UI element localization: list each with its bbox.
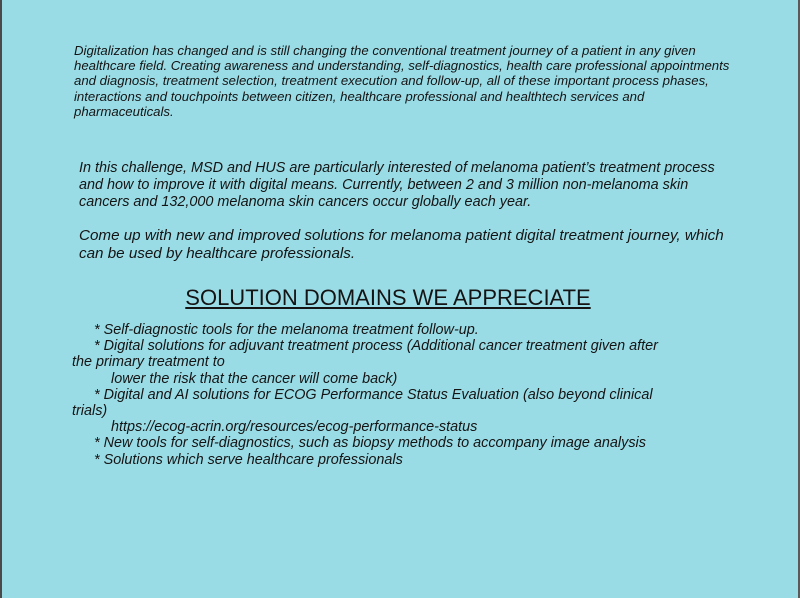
list-item-continuation: trials) <box>72 403 108 420</box>
list-item: * Digital and AI solutions for ECOG Performance Status Evaluation (also beyond clinical <box>94 386 653 403</box>
ecog-link-text: https://ecog-acrin.org/resources/ecog-performance-status <box>111 419 478 436</box>
list-item: * Solutions which serve healthcare professionals <box>94 451 403 468</box>
call-to-action-paragraph: Come up with new and improved solutions for melanoma patient digital treatment journey, which can be used by healthcare professionals. <box>79 227 724 262</box>
list-item-continuation: lower the risk that the cancer will come back) <box>111 370 398 387</box>
intro-paragraph: Digitalization has changed and is still changing the conventional treatment journey of a patient in any given healthcare field. Creating awareness and understanding, self-diagnostics, health care professional appointments and diagnosis, treatment selection, treatment execution and follow-up, all of these important process phases, interactions and touchpoints between citizen, healthcare professional and healthtech services and pharmaceuticals. <box>74 43 730 119</box>
list-item-continuation: the primary treatment to <box>72 354 225 371</box>
list-item: * Digital solutions for adjuvant treatment process (Additional cancer treatment given after <box>94 338 658 355</box>
solution-domains-list <box>72 322 752 468</box>
solution-domains-heading: SOLUTION DOMAINS WE APPRECIATE <box>185 285 591 310</box>
list-item: * New tools for self-diagnostics, such as biopsy methods to accompany image analysis <box>94 435 646 452</box>
list-item: * Self-diagnostic tools for the melanoma treatment follow-up. <box>94 322 479 338</box>
challenge-paragraph: In this challenge, MSD and HUS are particularly interested of melanoma patient’s treatment process and how to improve it with digital means. Currently, between 2 and 3 million non-melanoma skin cancers and 132,000 melanoma skin cancers occur globally each year. <box>79 160 715 210</box>
